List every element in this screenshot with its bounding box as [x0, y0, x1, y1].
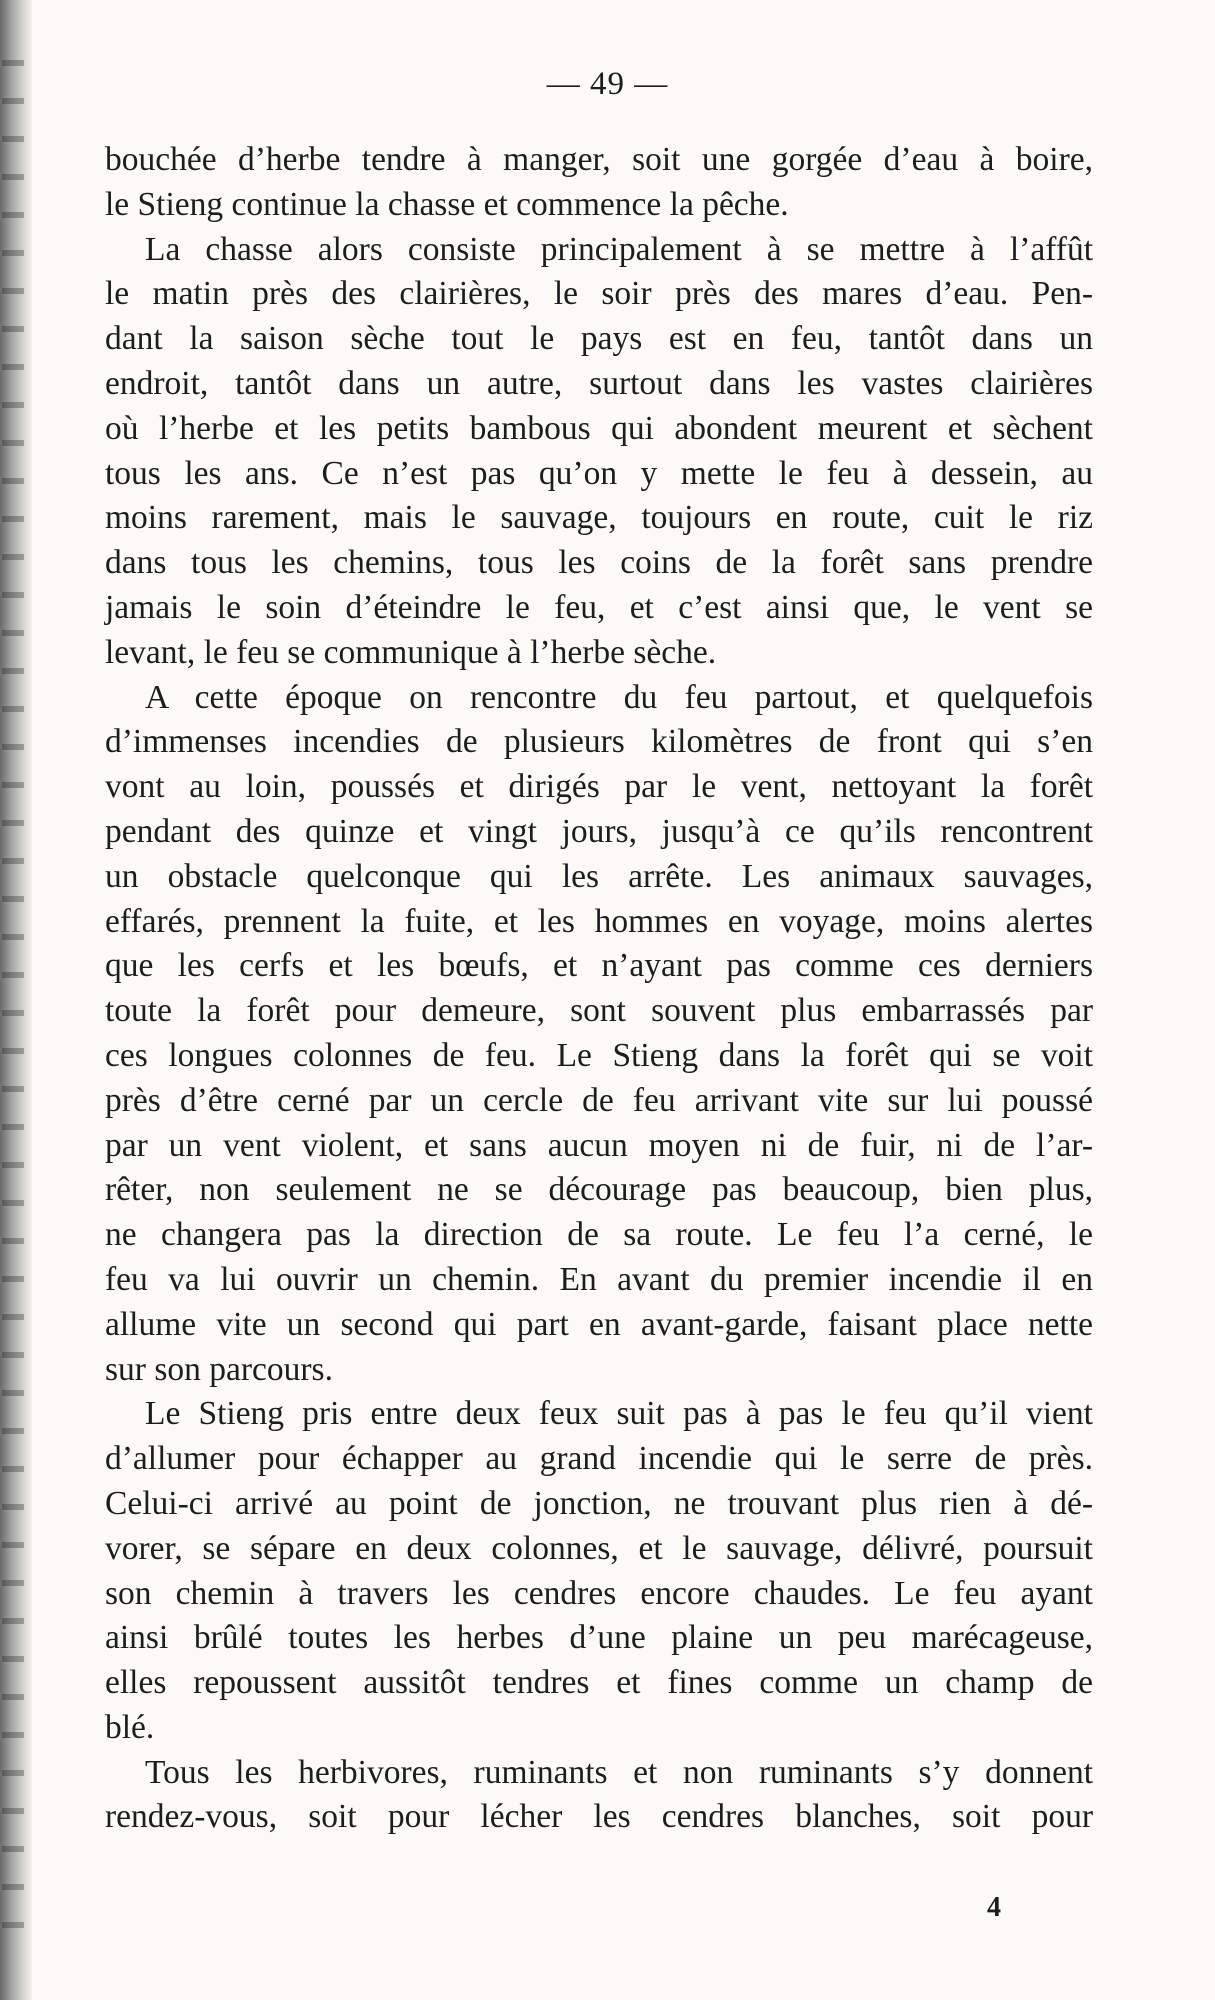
text-line: son chemin à travers les cendres encore chaudes. Le feu ayant — [105, 1574, 1093, 1612]
text-line: ne changera pas la direction de sa route. Le feu l’a cerné, le — [105, 1216, 1093, 1254]
text-line: A cette époque on rencontre du feu partout, et quelquefois — [145, 678, 1093, 716]
text-line: levant, le feu se communique à l’herbe sèche. — [105, 633, 717, 671]
text-line: moins rarement, mais le sauvage, toujours en route, cuit le riz — [105, 499, 1093, 537]
text-line: toute la forêt pour demeure, sont souvent plus embarrassés par — [105, 992, 1093, 1030]
text-line: que les cerfs et les bœufs, et n’ayant pas comme ces derniers — [105, 947, 1093, 985]
text-line: tous les ans. Ce n’est pas qu’on y mette le feu à dessein, au — [105, 454, 1093, 492]
facing-page-bleed — [2, 60, 24, 1940]
text-line: ainsi brûlé toutes les herbes d’une plaine un peu marécageuse, — [105, 1619, 1093, 1657]
text-line: un obstacle quelconque qui les arrête. Les animaux sauvages, — [105, 857, 1093, 895]
signature-mark: 4 — [987, 1892, 1001, 1923]
book-spine-edge — [0, 0, 32, 2000]
text-line: La chasse alors consiste principalement à se mettre à l’affût — [145, 230, 1093, 268]
text-line: sur son parcours. — [105, 1350, 333, 1388]
text-line: rendez-vous, soit pour lécher les cendres blanches, soit pour — [105, 1798, 1093, 1836]
text-line: bouchée d’herbe tendre à manger, soit une gorgée d’eau à boire, — [105, 141, 1093, 178]
text-line: jamais le soin d’éteindre le feu, et c’est ainsi que, le vent se — [105, 588, 1093, 626]
text-line: où l’herbe et les petits bambous qui abondent meurent et sèchent — [105, 409, 1093, 447]
text-line: feu va lui ouvrir un chemin. En avant du premier incendie il en — [105, 1260, 1093, 1298]
text-line: blé. — [105, 1708, 155, 1746]
text-line: pendant des quinze et vingt jours, jusqu’à ce qu’ils rencontrent — [105, 812, 1093, 850]
text-line: endroit, tantôt dans un autre, surtout dans les vastes clairières — [105, 364, 1093, 402]
text-line: ces longues colonnes de feu. Le Stieng dans la forêt qui se voit — [105, 1036, 1093, 1074]
text-line: près d’être cerné par un cercle de feu arrivant vite sur lui poussé — [105, 1081, 1093, 1119]
text-line: dans tous les chemins, tous les coins de la forêt sans prendre — [105, 544, 1093, 582]
text-line: elles repoussent aussitôt tendres et fines comme un champ de — [105, 1664, 1093, 1702]
text-line: par un vent violent, et sans aucun moyen ni de fuir, ni de l’ar- — [105, 1126, 1093, 1164]
text-line: rêter, non seulement ne se décourage pas beaucoup, bien plus, — [105, 1171, 1093, 1209]
text-line: vorer, se sépare en deux colonnes, et le sauvage, délivré, poursuit — [105, 1529, 1093, 1567]
text-line: le matin près des clairières, le soir près des mares d’eau. Pen- — [105, 275, 1093, 313]
text-line: d’immenses incendies de plusieurs kilomètres de front qui s’en — [105, 723, 1093, 761]
page-number: — 49 — — [546, 66, 669, 102]
text-line: Le Stieng pris entre deux feux suit pas à pas le feu qu’il vient — [145, 1395, 1093, 1433]
text-line: d’allumer pour échapper au grand incendie qui le serre de près. — [105, 1440, 1093, 1478]
text-line: vont au loin, poussés et dirigés par le vent, nettoyant la forêt — [105, 768, 1093, 806]
text-line: dant la saison sèche tout le pays est en feu, tantôt dans un — [105, 320, 1093, 358]
body-text — [105, 138, 1093, 1840]
text-line: le Stieng continue la chasse et commence la pêche. — [105, 185, 789, 223]
text-line: Tous les herbivores, ruminants et non ruminants s’y donnent — [145, 1753, 1093, 1791]
text-line: effarés, prennent la fuite, et les hommes en voyage, moins alertes — [105, 902, 1093, 940]
text-line: allume vite un second qui part en avant-garde, faisant place nette — [105, 1305, 1093, 1343]
text-line: Celui-ci arrivé au point de jonction, ne trouvant plus rien à dé- — [105, 1484, 1093, 1522]
